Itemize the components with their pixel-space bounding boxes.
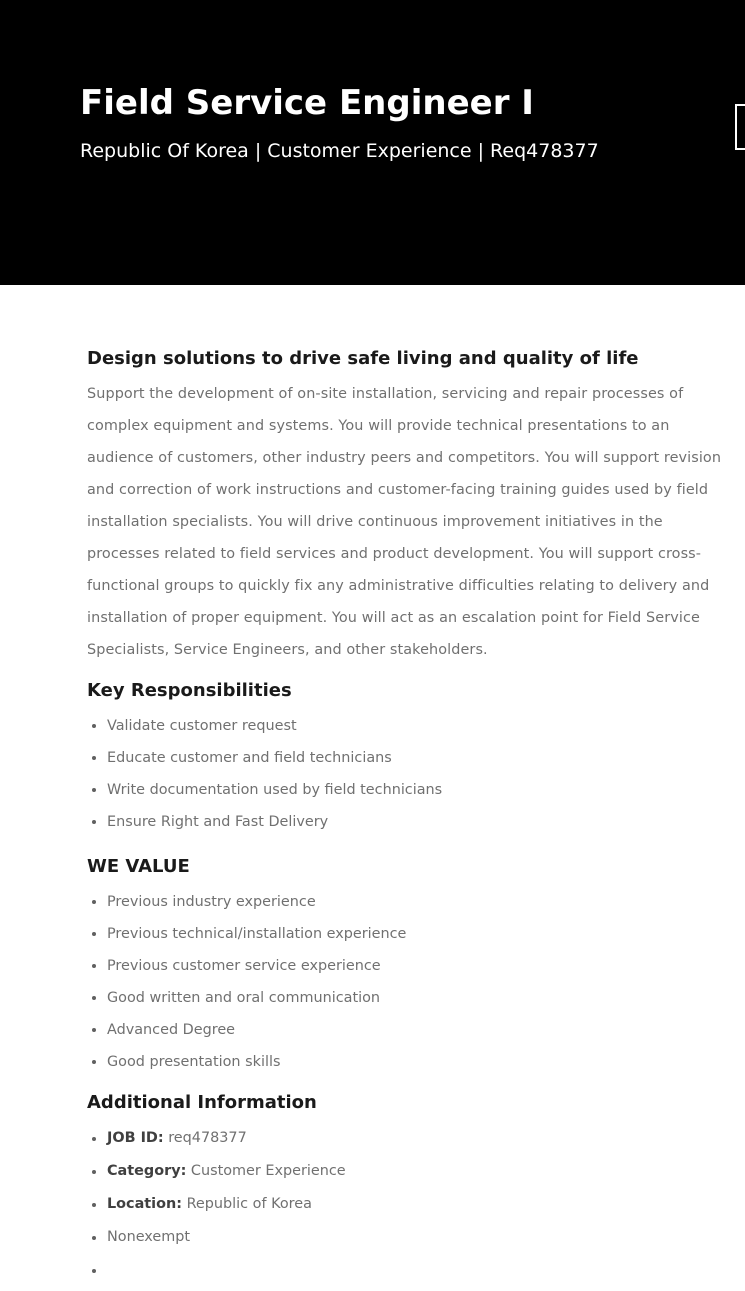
list-item: Good written and oral communication bbox=[87, 982, 727, 1014]
exempt-item: Nonexempt bbox=[87, 1221, 727, 1254]
list-item: Previous industry experience bbox=[87, 886, 727, 918]
category-value: Customer Experience bbox=[190, 1163, 346, 1179]
list-item: Write documentation used by field technicians bbox=[87, 774, 727, 806]
responsibilities-heading: Key Responsibilities bbox=[87, 680, 292, 701]
location-label: Location: bbox=[107, 1196, 182, 1212]
list-item: Validate customer request bbox=[87, 710, 727, 742]
additional-list bbox=[87, 1122, 727, 1287]
list-item: Ensure Right and Fast Delivery bbox=[87, 806, 727, 838]
job-id-item bbox=[87, 1122, 727, 1155]
values-heading: WE VALUE bbox=[87, 856, 190, 877]
intro-paragraph: Support the development of on-site installation, servicing and repair processes of complex equipment and systems. You will provide technical presentations to an audience of customers, other industry peers and competitors. You will support revision and correction of work instructions and customer-facing training guides used by field installation specialists. You will drive continuous improvement initiatives in the processes related to field services and product development. You will support cross-functional groups to quickly fix any administrative difficulties relating to delivery and installation of proper equipment. You will act as an escalation point for Field Service Specialists, Service Engineers, and other stakeholders. bbox=[87, 386, 722, 658]
job-id-value: req478377 bbox=[168, 1130, 247, 1146]
job-title: Field Service Engineer I bbox=[80, 83, 534, 123]
job-id-label: JOB ID: bbox=[107, 1130, 164, 1146]
job-header bbox=[0, 0, 745, 285]
responsibilities-list bbox=[87, 710, 727, 838]
list-item: Advanced Degree bbox=[87, 1014, 727, 1046]
list-item: Previous customer service experience bbox=[87, 950, 727, 982]
job-description bbox=[87, 340, 727, 1287]
apply-button-edge[interactable] bbox=[735, 104, 745, 150]
additional-heading: Additional Information bbox=[87, 1092, 317, 1113]
job-subtitle: Republic Of Korea | Customer Experience | Req478377 bbox=[80, 140, 599, 162]
list-item: Educate customer and field technicians bbox=[87, 742, 727, 774]
category-label: Category: bbox=[107, 1163, 187, 1179]
intro-heading: Design solutions to drive safe living and quality of life bbox=[87, 348, 639, 369]
list-item: Previous technical/installation experience bbox=[87, 918, 727, 950]
location-item bbox=[87, 1188, 727, 1221]
category-item bbox=[87, 1155, 727, 1188]
empty-item bbox=[87, 1254, 727, 1287]
list-item: Good presentation skills bbox=[87, 1046, 727, 1078]
location-value: Republic of Korea bbox=[186, 1196, 312, 1212]
values-list bbox=[87, 886, 727, 1078]
